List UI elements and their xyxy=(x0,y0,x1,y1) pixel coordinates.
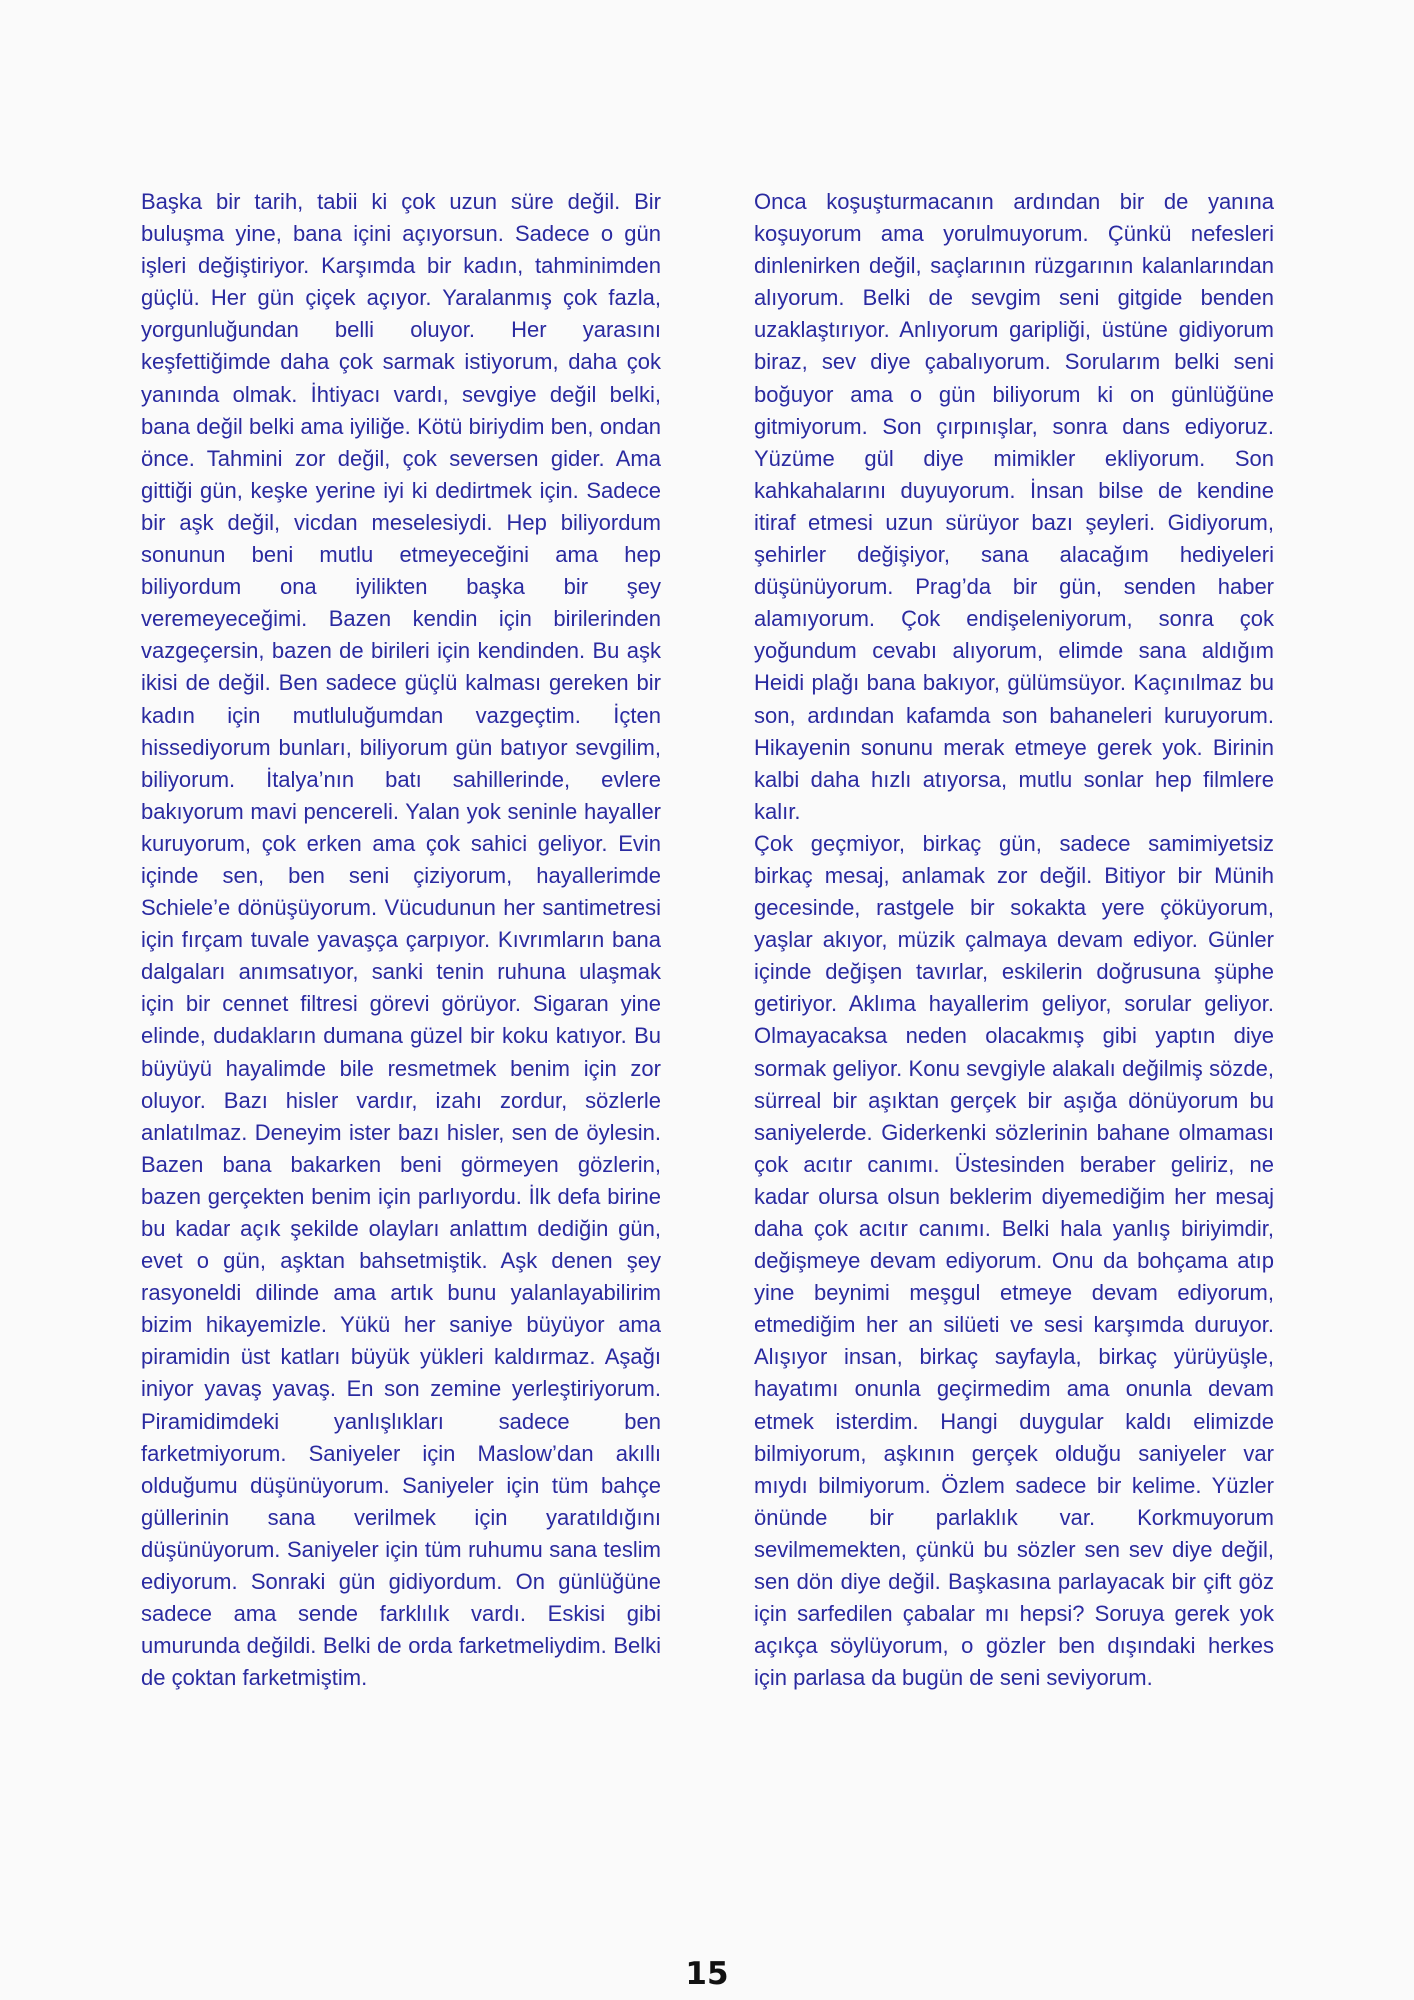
right-column xyxy=(754,186,1274,1694)
page-number: 15 xyxy=(685,1956,729,1992)
left-paragraph-1: Başka bir tarih, tabii ki çok uzun süre değil. Bir buluşma yine, bana içini açıyorsun. Sadece o gün işleri değiştiriyor. Karşımda bir kadın, tahminimden güçlü. Her gün çiçek açıyor. Yaralanmış çok fazla, yorgunluğundan belli oluyor. Her yarasını keşfettiğimde daha çok sarmak istiyorum, daha çok yanında olmak. İhtiyacı vardı, sevgiye değil belki, bana değil belki ama iyiliğe. Kötü biriydim ben, ondan önce. Tahmini zor değil, çok seversen gider. Ama gittiği gün, keşke yerine iyi ki dedirtmek için. Sadece bir aşk değil, vicdan meselesiydi. Hep biliyordum sonunun beni mutlu etmeyeceğini ama hep biliyordum ona iyilikten başka bir şey veremeyeceğimi. Bazen kendin için birilerinden vazgeçersin, bazen de birileri için kendinden. Bu aşk ikisi de değil. Ben sadece güçlü kalması gereken bir kadın için mutluluğumdan vazgeçtim. İçten hissediyorum bunları, biliyorum gün batıyor sevgilim, biliyorum. İtalya’nın batı sahillerinde, evlere bakıyorum mavi pencereli. Yalan yok seninle hayaller kuruyorum, çok erken ama çok sahici geliyor. Evin içinde sen, ben seni çiziyorum, hayallerimde Schiele’e dönüşüyorum. Vücudunun her santimetresi için fırçam tuvale yavaşça çarpıyor. Kıvrımların bana dalgaları anımsatıyor, sanki tenin ruhuna ulaşmak için bir cennet filtresi görevi görüyor. Sigaran yine elinde, dudakların dumana güzel bir koku katıyor. Bu büyüyü hayalimde bile resmetmek benim için zor oluyor. Bazı hisler vardır, izahı zordur, sözlerle anlatılmaz. Deneyim ister bazı hisler, sen de öylesin. Bazen bana bakarken beni görmeyen gözlerin, bazen gerçekten benim için parlıyordu. İlk defa birine bu kadar açık şekilde olayları anlattım dediğin gün, evet o gün, aşktan bahsetmiştik. Aşk denen şey rasyoneldi dilinde ama artık bunu yalanlayabilirim bizim hikayemizle. Yükü her saniye büyüyor ama piramidin üst katları büyük yükleri kaldırmaz. Aşağı iniyor yavaş yavaş. En son zemine yerleştiriyorum. Piramidimdeki yanlışlıkları sadece ben farketmiyorum. Saniyeler için Maslow’dan akıllı olduğumu düşünüyorum. Saniyeler için tüm bahçe güllerinin sana verilmek için yaratıldığını düşünüyorum. Saniyeler için tüm ruhumu sana teslim ediyorum. Sonraki gün gidiyordum. On günlüğüne sadece ama sende farklılık vardı. Eskisi gibi umurunda değildi. Belki de orda farketmeliydim. Belki de çoktan farketmiştim. xyxy=(141,189,661,1691)
right-paragraph-1: Onca koşuşturmacanın ardından bir de yanına koşuyorum ama yorulmuyorum. Çünkü nefesleri dinlenirken değil, saçlarının rüzgarının kalanlarından alıyorum. Belki de sevgim seni gitgide benden uzaklaştırıyor. Anlıyorum garipliği, üstüne gidiyorum biraz, sev diye çabalıyorum. Sorularım belki seni boğuyor ama o gün biliyorum ki on günlüğüne gitmiyorum. Son çırpınışlar, sonra dans ediyoruz. Yüzüme gül diye mimikler ekliyorum. Son kahkahalarını duyuyorum. İnsan bilse de kendine itiraf etmesi uzun sürüyor bazı şeyleri. Gidiyorum, şehirler değişiyor, sana alacağım hediyeleri düşünüyorum. Prag’da bir gün, senden haber alamıyorum. Çok endişeleniyorum, sonra çok yoğundum cevabı alıyorum, elimde sana aldığım Heidi plağı bana bakıyor, gülümsüyor. Kaçınılmaz bu son, ardından kafamda son bahaneleri kuruyorum. Hikayenin sonunu merak etmeye gerek yok. Birinin kalbi daha hızlı atıyorsa, mutlu sonlar hep filmlere kalır. xyxy=(754,189,1274,824)
right-paragraph-2: Çok geçmiyor, birkaç gün, sadece samimiyetsiz birkaç mesaj, anlamak zor değil. Bitiyor bir Münih gecesinde, rastgele bir sokakta yere çöküyorum, yaşlar akıyor, müzik çalmaya devam ediyor. Günler içinde değişen tavırlar, eskilerin doğrusuna şüphe getiriyor. Aklıma hayallerim geliyor, sorular geliyor. Olmayacaksa neden olacakmış gibi yaptın diye sormak geliyor. Konu sevgiyle alakalı değilmiş sözde, sürreal bir aşıktan gerçek bir aşığa dönüyorum bu saniyelerde. Giderkenki sözlerinin bahane olmaması çok acıtır canımı. Üstesinden beraber geliriz, ne kadar olursa olsun beklerim diyemediğim her mesaj daha çok acıtır canımı. Belki hala yanlış biriyimdir, değişmeye devam ediyorum. Onu da bohçama atıp yine beynimi meşgul etmeye devam ediyorum, etmediğim her an silüeti ve sesi karşımda duruyor. Alışıyor insan, birkaç sayfayla, birkaç yürüyüşle, hayatımı onunla geçirmedim ama onunla devam etmek isterdim. Hangi duygular kaldı elimizde bilmiyorum, aşkının gerçek olduğu saniyeler var mıydı bilmiyorum. Özlem sadece bir kelime. Yüzler önünde bir parlaklık var. Korkmuyorum sevilmemekten, çünkü bu sözler sen sev diye değil, sen dön diye değil. Başkasına parlayacak bir çift göz için sarfedilen çabalar mı hepsi? Soruya gerek yok açıkça söylüyorum, o gözler ben dışındaki herkes için parlasa da bugün de seni seviyorum. xyxy=(754,830,1274,1691)
left-column xyxy=(141,186,661,1694)
